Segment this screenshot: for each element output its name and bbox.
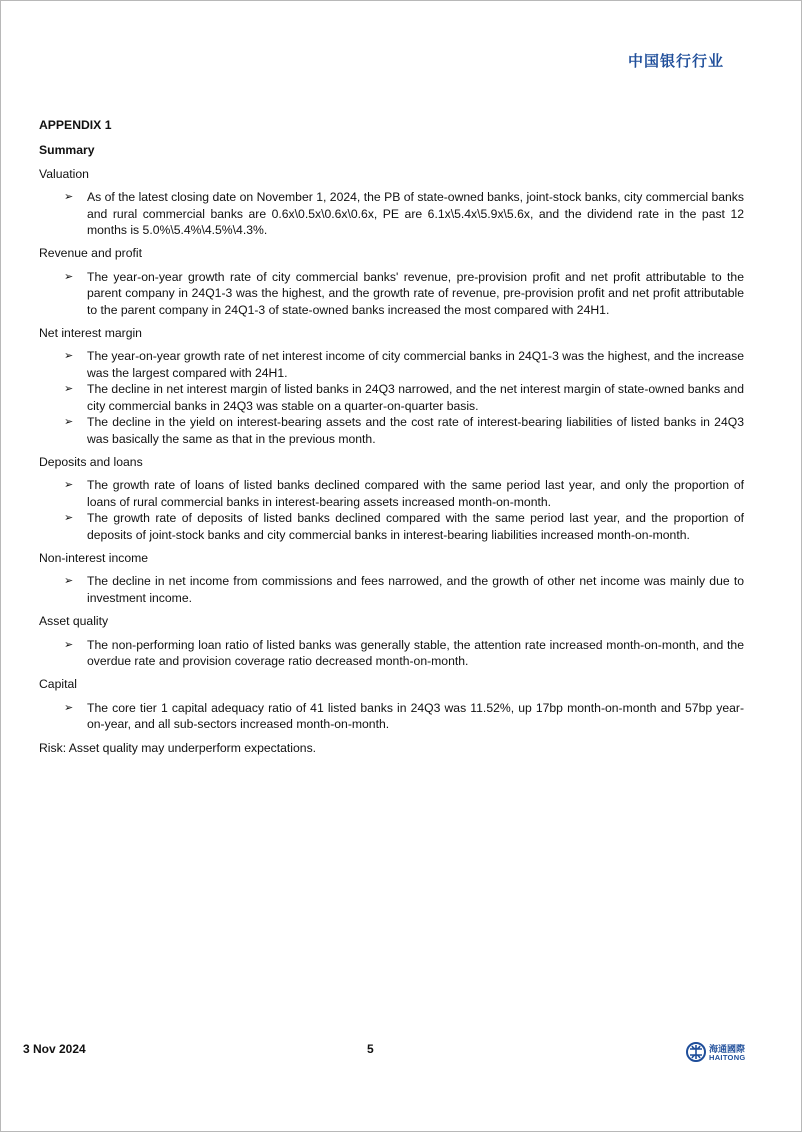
bullet-text: As of the latest closing date on November 1, 2024, the PB of state-owned banks, joint-stock banks, city commercial banks and rural commercial banks are 0.6x\0.5x\0.6x\0.6x, PE are 6.1x\5.4x\5.9x\5.6x, and the dividend rate in the past 12 months is 5.0%\5.4%\4.5%\4.3%. — [87, 190, 744, 238]
bullet-text: The non-performing loan ratio of listed banks was generally stable, the attention rate increased month-on-month, and the overdue rate and provision coverage ratio decreased month-on-month. — [87, 637, 744, 668]
bullet-text: The decline in net income from commissions and fees narrowed, and the growth of other net income was mainly due to investment income. — [87, 574, 744, 605]
section-title: Non-interest income — [39, 550, 149, 565]
bullet-list — [39, 637, 744, 670]
bullet-list — [39, 269, 744, 318]
logo-chinese-text: 海通國際 — [709, 1045, 746, 1055]
bullet-item — [39, 348, 744, 381]
bullet-item — [39, 269, 744, 318]
arrow-bullet-icon: ➢ — [64, 512, 74, 525]
arrow-bullet-icon: ➢ — [64, 479, 74, 492]
bullet-list — [39, 700, 744, 733]
sections-container — [39, 166, 744, 733]
bullet-list — [39, 477, 744, 543]
haitong-logo-icon — [686, 1042, 706, 1062]
arrow-bullet-icon: ➢ — [64, 638, 74, 651]
bullet-text: The decline in the yield on interest-bearing assets and the cost rate of interest-bearing liabilities of listed banks in 24Q3 was basically the same as that in the previous month. — [87, 415, 744, 446]
arrow-bullet-icon: ➢ — [64, 191, 74, 204]
bullet-text: The growth rate of deposits of listed banks declined compared with the same period last year, and the proportion of deposits of joint-stock banks and city commercial banks in interest-bearing liabilities increased month-on-month. — [87, 511, 744, 542]
section-title: Deposits and loans — [39, 454, 143, 469]
bullet-item — [39, 637, 744, 670]
risk-statement: Risk: Asset quality may underperform expectations. — [39, 740, 317, 755]
section-title: Valuation — [39, 166, 89, 181]
header-title: 中国银行行业 — [627, 52, 724, 70]
section-title: Net interest margin — [39, 326, 142, 341]
bullet-list — [39, 189, 744, 238]
bullet-list — [39, 348, 744, 446]
logo-english-text: HAITONG — [709, 1053, 746, 1062]
footer-date: 3 Nov 2024 — [23, 1042, 86, 1056]
arrow-bullet-icon: ➢ — [64, 270, 74, 283]
bullet-item — [39, 477, 744, 510]
section-title: Capital — [39, 677, 77, 692]
document-body — [39, 117, 744, 756]
bullet-item — [39, 189, 744, 238]
bullet-item — [39, 414, 744, 447]
section-title: Asset quality — [39, 614, 109, 629]
bullet-item — [39, 700, 744, 733]
arrow-bullet-icon: ➢ — [64, 701, 74, 714]
summary-heading: Summary — [39, 143, 95, 158]
bullet-list — [39, 573, 744, 606]
arrow-bullet-icon: ➢ — [64, 575, 74, 588]
page-number: 5 — [367, 1042, 374, 1056]
bullet-text: The decline in net interest margin of listed banks in 24Q3 narrowed, and the net interest margin of state-owned banks and city commercial banks in 24Q3 was stable on a quarter-on-quarter basis. — [87, 382, 744, 413]
bullet-item — [39, 381, 744, 414]
arrow-bullet-icon: ➢ — [64, 383, 74, 396]
bullet-text: The year-on-year growth rate of net interest income of city commercial banks in 24Q1-3 was the highest, and the increase was the largest compared with 24H1. — [87, 349, 744, 380]
bullet-item — [39, 510, 744, 543]
bullet-text: The year-on-year growth rate of city commercial banks' revenue, pre-provision profit and net profit attributable to the parent company in 24Q1-3 was the highest, and the growth rate of revenue, pre-provision profit and net profit attributable to the parent company in 24Q1-3 of state-owned banks increased the most compared with 24H1. — [87, 269, 744, 317]
haitong-logo — [686, 1041, 748, 1065]
bullet-text: The growth rate of loans of listed banks declined compared with the same period last year, and only the proportion of loans of rural commercial banks in interest-bearing assets increased month-on-month. — [87, 478, 744, 509]
bullet-item — [39, 573, 744, 606]
appendix-label: APPENDIX 1 — [39, 118, 112, 132]
section-title: Revenue and profit — [39, 246, 142, 261]
arrow-bullet-icon: ➢ — [64, 350, 74, 363]
bullet-text: The core tier 1 capital adequacy ratio of 41 listed banks in 24Q3 was 11.52%, up 17bp month-on-month and 57bp year-on-year, and all sub-sectors increased month-on-month. — [87, 700, 744, 732]
arrow-bullet-icon: ➢ — [64, 416, 74, 429]
